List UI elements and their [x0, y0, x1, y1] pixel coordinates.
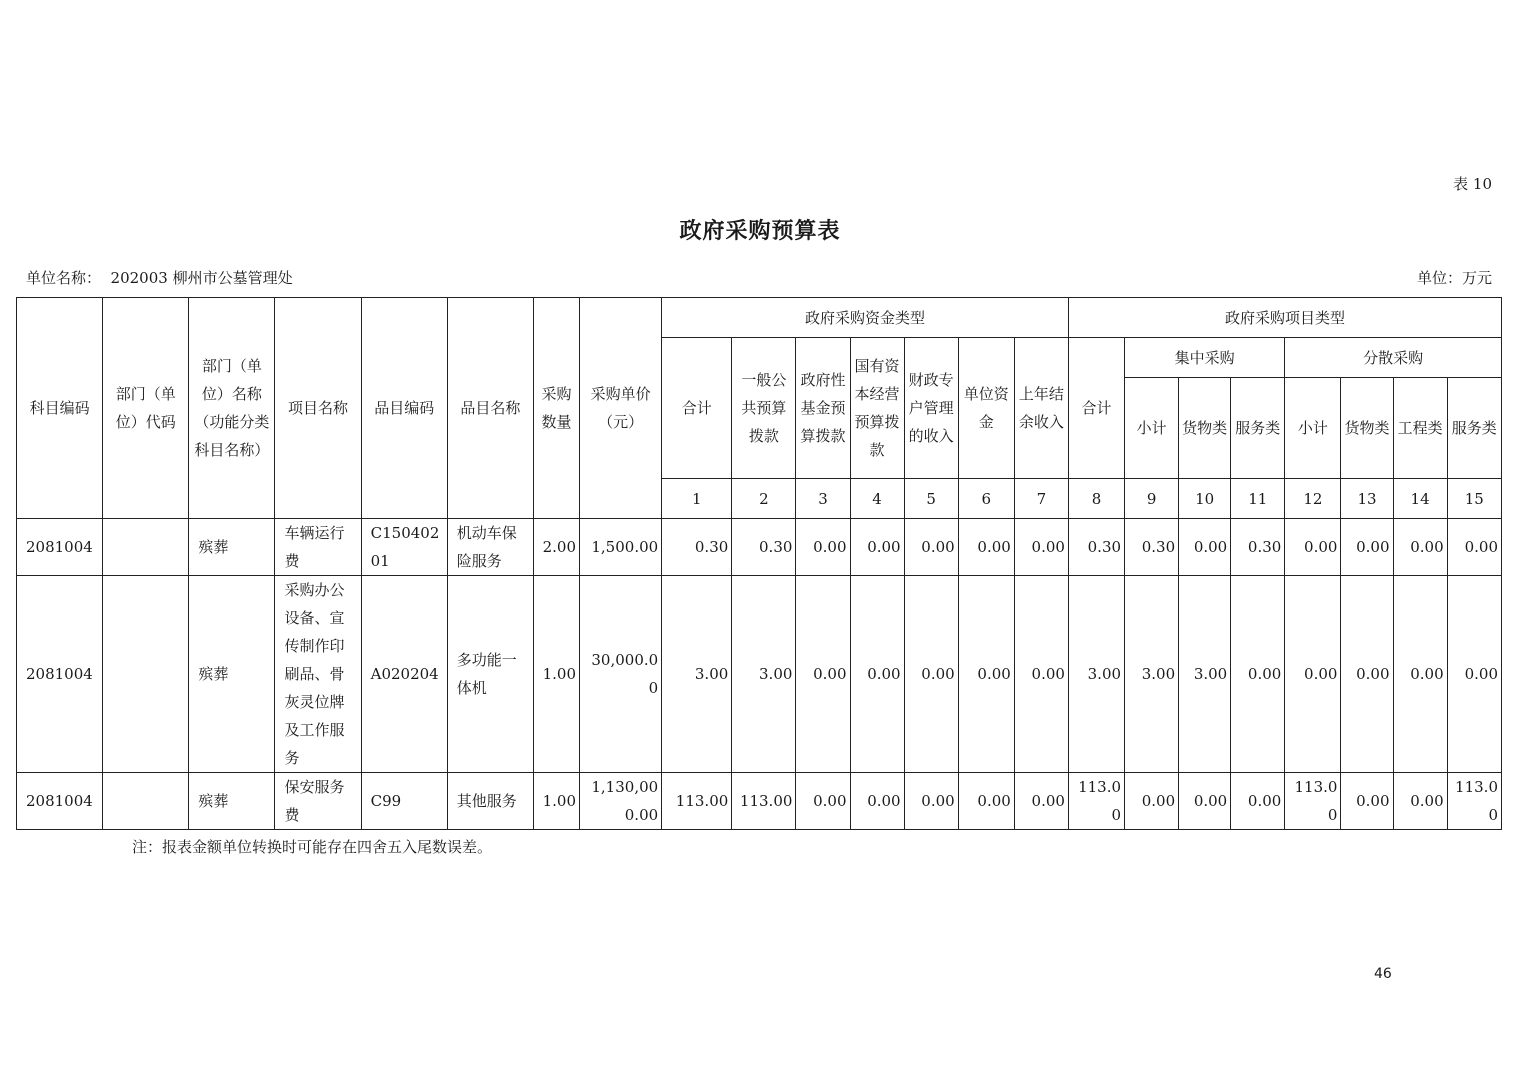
- cell-item-name: 其他服务: [447, 773, 533, 830]
- page-number: 46: [1374, 966, 1392, 982]
- header-prev-balance: 上年结余收入: [1014, 338, 1068, 479]
- header-fiscal-special: 财政专户管理的收入: [904, 338, 958, 479]
- header-item-name: 品目名称: [447, 298, 533, 519]
- cell-value: 0.30: [1231, 519, 1285, 576]
- col-number: 11: [1231, 479, 1285, 519]
- header-project-name: 项目名称: [275, 298, 361, 519]
- header-project-type-group: 政府采购项目类型: [1068, 298, 1501, 338]
- cell-value: 0.00: [850, 519, 904, 576]
- header-fund-type-group: 政府采购资金类型: [662, 298, 1069, 338]
- col-number: 15: [1447, 479, 1501, 519]
- cell-value: 0.00: [1014, 773, 1068, 830]
- cell-quantity: 2.00: [533, 519, 579, 576]
- cell-quantity: 1.00: [533, 773, 579, 830]
- cell-value: 0.00: [850, 773, 904, 830]
- header-proj-total: 合计: [1068, 338, 1124, 479]
- header-unit-price: 采购单价（元）: [580, 298, 662, 519]
- cell-value: 0.00: [958, 576, 1014, 773]
- col-number: 1: [662, 479, 732, 519]
- cell-value: 113.00: [662, 773, 732, 830]
- header-c-goods: 货物类: [1179, 378, 1231, 479]
- cell-value: 0.00: [1341, 773, 1393, 830]
- cell-value: 0.00: [958, 773, 1014, 830]
- cell-value: 0.00: [1393, 519, 1447, 576]
- cell-value: 0.30: [1125, 519, 1179, 576]
- cell-dept-name: 殡葬: [189, 519, 275, 576]
- col-number: 8: [1068, 479, 1124, 519]
- header-d-goods: 货物类: [1341, 378, 1393, 479]
- header-item-code: 品目编码: [361, 298, 447, 519]
- cell-value: 0.00: [796, 773, 850, 830]
- header-c-subtotal: 小计: [1125, 378, 1179, 479]
- col-number: 7: [1014, 479, 1068, 519]
- cell-value: 0.00: [1393, 773, 1447, 830]
- table-id: 表 10: [1453, 175, 1492, 193]
- cell-value: 113.00: [1285, 773, 1341, 830]
- header-fund-total: 合计: [662, 338, 732, 479]
- header-dept-name: 部门（单位）名称（功能分类科目名称）: [189, 298, 275, 519]
- header-unit-fund: 单位资金: [958, 338, 1014, 479]
- cell-value: 113.00: [1447, 773, 1501, 830]
- header-subject-code: 科目编码: [17, 298, 103, 519]
- cell-dept-code: [103, 576, 189, 773]
- cell-value: 0.30: [1068, 519, 1124, 576]
- cell-item-name: 多功能一体机: [447, 576, 533, 773]
- table-row: [17, 519, 1502, 576]
- cell-value: 0.00: [1014, 519, 1068, 576]
- cell-value: 0.00: [1179, 519, 1231, 576]
- col-number: 9: [1125, 479, 1179, 519]
- cell-value: 3.00: [732, 576, 796, 773]
- header-d-service: 服务类: [1447, 378, 1501, 479]
- cell-unit-price: 1,130,000.00: [580, 773, 662, 830]
- cell-dept-name: 殡葬: [189, 576, 275, 773]
- col-number: 14: [1393, 479, 1447, 519]
- cell-value: 0.00: [1231, 773, 1285, 830]
- cell-item-code: A020204: [361, 576, 447, 773]
- col-number: 12: [1285, 479, 1341, 519]
- cell-value: 0.00: [1014, 576, 1068, 773]
- header-gov-fund: 政府性基金预算拨款: [796, 338, 850, 479]
- cell-value: 0.00: [904, 773, 958, 830]
- col-number: 6: [958, 479, 1014, 519]
- cell-value: 113.00: [732, 773, 796, 830]
- header-decentralized: 分散采购: [1285, 338, 1502, 378]
- cell-value: 3.00: [1179, 576, 1231, 773]
- cell-value: 0.00: [904, 576, 958, 773]
- header-d-subtotal: 小计: [1285, 378, 1341, 479]
- cell-value: 0.00: [1285, 519, 1341, 576]
- cell-project-name: 采购办公设备、宣传制作印刷品、骨灰灵位牌及工作服务: [275, 576, 361, 773]
- cell-value: 0.00: [1393, 576, 1447, 773]
- cell-value: 0.00: [1447, 576, 1501, 773]
- cell-unit-price: 1,500.00: [580, 519, 662, 576]
- cell-value: 0.00: [958, 519, 1014, 576]
- cell-value: 0.00: [1341, 576, 1393, 773]
- cell-value: 3.00: [1125, 576, 1179, 773]
- header-quantity: 采购数量: [533, 298, 579, 519]
- header-d-project: 工程类: [1393, 378, 1447, 479]
- cell-value: 0.00: [1125, 773, 1179, 830]
- cell-value: 0.30: [662, 519, 732, 576]
- cell-value: 0.00: [1231, 576, 1285, 773]
- footnote: 注：报表金额单位转换时可能存在四舍五入尾数误差。: [132, 838, 493, 856]
- cell-project-name: 车辆运行费: [275, 519, 361, 576]
- col-number: 2: [732, 479, 796, 519]
- cell-item-name: 机动车保险服务: [447, 519, 533, 576]
- header-general-public: 一般公共预算拨款: [732, 338, 796, 479]
- page-title: 政府采购预算表: [679, 218, 841, 244]
- col-number: 4: [850, 479, 904, 519]
- cell-project-name: 保安服务费: [275, 773, 361, 830]
- unit-name: 单位名称： 202003 柳州市公墓管理处: [26, 269, 293, 287]
- header-centralized: 集中采购: [1125, 338, 1285, 378]
- cell-subject-code: 2081004: [17, 576, 103, 773]
- cell-value: 113.00: [1068, 773, 1124, 830]
- cell-value: 3.00: [662, 576, 732, 773]
- cell-value: 0.30: [732, 519, 796, 576]
- cell-subject-code: 2081004: [17, 519, 103, 576]
- cell-item-code: C99: [361, 773, 447, 830]
- cell-value: 0.00: [1179, 773, 1231, 830]
- cell-value: 0.00: [850, 576, 904, 773]
- cell-quantity: 1.00: [533, 576, 579, 773]
- cell-value: 3.00: [1068, 576, 1124, 773]
- cell-item-code: C15040201: [361, 519, 447, 576]
- col-number: 3: [796, 479, 850, 519]
- cell-subject-code: 2081004: [17, 773, 103, 830]
- cell-dept-code: [103, 773, 189, 830]
- header-row-groups: [17, 298, 1502, 338]
- header-c-service: 服务类: [1231, 378, 1285, 479]
- cell-value: 0.00: [1341, 519, 1393, 576]
- table-row: [17, 773, 1502, 830]
- cell-value: 0.00: [796, 576, 850, 773]
- cell-value: 0.00: [1447, 519, 1501, 576]
- col-number: 13: [1341, 479, 1393, 519]
- cell-value: 0.00: [1285, 576, 1341, 773]
- unit-label: 单位：万元: [1416, 269, 1492, 287]
- cell-value: 0.00: [904, 519, 958, 576]
- col-number: 10: [1179, 479, 1231, 519]
- procurement-budget-table: [16, 297, 1502, 830]
- cell-dept-name: 殡葬: [189, 773, 275, 830]
- header-state-capital: 国有资本经营预算拨款: [850, 338, 904, 479]
- col-number: 5: [904, 479, 958, 519]
- cell-dept-code: [103, 519, 189, 576]
- header-dept-code: 部门（单位）代码: [103, 298, 189, 519]
- cell-value: 0.00: [796, 519, 850, 576]
- table-row: [17, 576, 1502, 773]
- cell-unit-price: 30,000.00: [580, 576, 662, 773]
